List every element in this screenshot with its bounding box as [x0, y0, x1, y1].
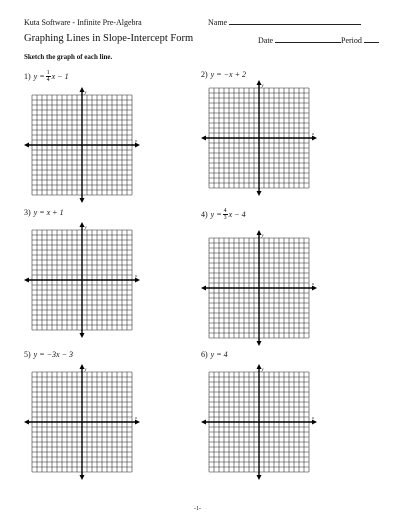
axis-arrowhead: [312, 420, 317, 425]
coordinate-grid-3[interactable]: [24, 222, 140, 338]
axis-arrowhead: [80, 198, 85, 203]
y-axis-label: y: [84, 224, 87, 230]
coordinate-grid-6[interactable]: [201, 364, 317, 480]
equation: y = 4: [210, 350, 228, 359]
problem-number: 5): [24, 350, 31, 359]
axis-arrowhead: [135, 420, 140, 425]
axis-arrowhead: [80, 475, 85, 480]
problem-number: 6): [201, 350, 208, 359]
problem-number: 2): [201, 70, 208, 79]
axis-arrowhead: [24, 278, 29, 283]
problem-4: [201, 208, 246, 221]
axis-arrowhead: [201, 136, 206, 141]
x-axis-label: x: [135, 415, 137, 420]
problem-1: [24, 70, 69, 83]
equation-lhs: y =: [210, 210, 222, 219]
equation: y = x + 1: [33, 208, 64, 217]
x-axis-label: x: [135, 138, 137, 143]
axis-arrowhead: [312, 136, 317, 141]
problem-5: [24, 350, 73, 359]
coordinate-grid-2[interactable]: [201, 80, 317, 196]
y-axis-label: y: [261, 232, 264, 238]
problem-number: 3): [24, 208, 31, 217]
instructions: Sketch the graph of each line.: [24, 53, 113, 61]
problem-6: [201, 350, 228, 359]
fraction-denominator: 3: [223, 215, 227, 221]
problem-2: [201, 70, 246, 79]
date-line: [275, 42, 341, 43]
y-axis-label: y: [84, 89, 87, 95]
page-title: Graphing Lines in Slope-Intercept Form: [24, 33, 194, 44]
period-label: Period: [341, 36, 362, 45]
equation-fraction: [223, 208, 228, 221]
y-axis-label: y: [261, 82, 264, 88]
fraction-denominator: 4: [46, 77, 50, 83]
x-axis-label: x: [312, 281, 314, 286]
problem-3: [24, 208, 64, 217]
x-axis-label: x: [312, 415, 314, 420]
axis-arrowhead: [312, 286, 317, 291]
equation-rhs: x − 1: [51, 72, 69, 81]
axis-arrowhead: [135, 278, 140, 283]
software-label: Kuta Software - Infinite Pre-Algebra: [24, 18, 142, 27]
x-axis-label: x: [135, 273, 137, 278]
period-line: [364, 42, 379, 43]
coordinate-grid-1[interactable]: [24, 87, 140, 203]
equation: y = −3x − 3: [33, 350, 73, 359]
y-axis-label: y: [261, 366, 264, 372]
fraction-numerator: 4: [223, 208, 227, 214]
date-field[interactable]: [258, 36, 341, 45]
axis-arrowhead: [257, 475, 262, 480]
date-label: Date: [258, 36, 274, 45]
name-label: Name: [208, 18, 228, 27]
equation: y = −x + 2: [210, 70, 246, 79]
axis-arrowhead: [201, 286, 206, 291]
axis-arrowhead: [257, 341, 262, 346]
period-field[interactable]: [341, 36, 379, 45]
y-axis-label: y: [84, 366, 87, 372]
axis-arrowhead: [201, 420, 206, 425]
page-number: -1-: [194, 506, 201, 512]
axis-arrowhead: [135, 143, 140, 148]
name-field[interactable]: [208, 18, 361, 27]
equation-rhs: x − 4: [228, 210, 246, 219]
name-line: [229, 24, 361, 25]
equation-fraction: [46, 70, 51, 83]
equation-lhs: y =: [33, 72, 45, 81]
fraction-numerator: 1: [46, 70, 50, 76]
problem-number: 4): [201, 210, 208, 219]
coordinate-grid-4[interactable]: [201, 230, 317, 346]
coordinate-grid-5[interactable]: [24, 364, 140, 480]
x-axis-label: x: [312, 131, 314, 136]
axis-arrowhead: [80, 333, 85, 338]
problem-number: 1): [24, 72, 31, 81]
axis-arrowhead: [257, 191, 262, 196]
axis-arrowhead: [24, 420, 29, 425]
axis-arrowhead: [24, 143, 29, 148]
